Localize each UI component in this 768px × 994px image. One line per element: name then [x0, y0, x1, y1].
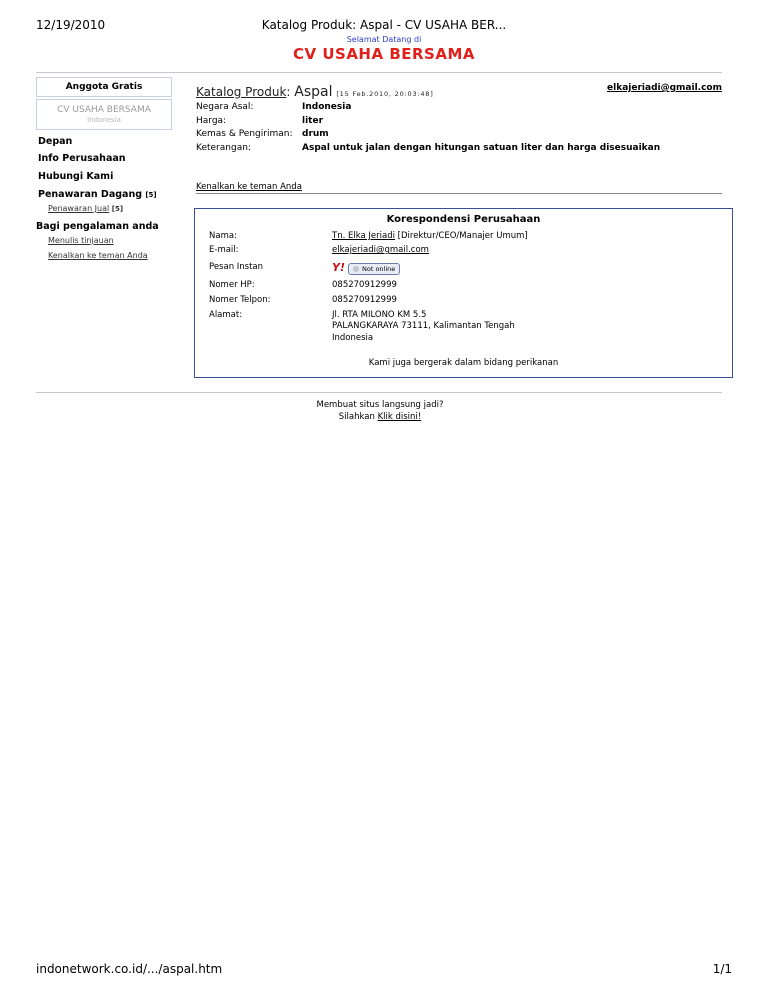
print-page-title: Katalog Produk: Aspal - CV USAHA BER... [261, 18, 507, 32]
yahoo-messenger-status[interactable] [332, 261, 400, 275]
im-label: Pesan Instan [209, 262, 264, 272]
member-type-badge: Anggota Gratis [36, 77, 172, 97]
catalog-link[interactable]: Katalog Produk [196, 85, 287, 99]
heading-separator: : [286, 85, 291, 99]
welcome-text: Selamat Datang di [346, 35, 422, 44]
contact-name [332, 231, 528, 241]
address-line-1: Jl. RTA MILONO KM 5.5 [332, 310, 427, 320]
im-status-badge [348, 263, 400, 275]
address-line-3: Indonesia [332, 333, 374, 343]
promo-link[interactable]: Klik disini! [377, 412, 422, 422]
recommend-link[interactable]: Kenalkan ke teman Anda [196, 182, 302, 192]
nav-trade-offers[interactable] [38, 189, 157, 200]
contact-email-link[interactable]: elkajeriadi@gmail.com [607, 83, 722, 93]
correspondence-title: Korespondensi Perusahaan [386, 214, 541, 225]
product-timestamp: [15 Feb.2010, 20:03:48] [336, 90, 434, 98]
nav-sell-offers[interactable] [48, 204, 123, 213]
field-label-price: Harga: [196, 116, 227, 126]
sidebar-company-country: Indonesia [87, 116, 121, 124]
contact-email-label: E-mail: [209, 245, 239, 255]
correspondence-note: Kami juga bergerak dalam bidang perikanan [368, 358, 559, 368]
phone-label: Nomer Telpon: [209, 295, 271, 305]
footer-divider [36, 392, 722, 393]
print-page-number: 1/1 [712, 962, 732, 976]
content-divider [196, 193, 722, 194]
nav-home[interactable]: Depan [38, 136, 73, 147]
field-label-description: Keterangan: [196, 143, 251, 153]
contact-name-link[interactable]: Tn. Elka Jeriadi [332, 231, 395, 241]
field-value-description: Aspal untuk jalan dengan hitungan satuan liter dan harga disesuaikan [302, 143, 661, 153]
contact-email-value: elkajeriadi@gmail.com [332, 245, 429, 255]
promo-line-1: Membuat situs langsung jadi? [316, 400, 444, 410]
hp-value: 085270912999 [332, 280, 397, 290]
product-heading [196, 84, 434, 100]
nav-contact[interactable]: Hubungi Kami [38, 171, 114, 182]
phone-value: 085270912999 [332, 295, 397, 305]
field-value-origin: Indonesia [302, 102, 352, 112]
contact-email[interactable] [332, 245, 429, 255]
print-date: 12/19/2010 [36, 18, 106, 32]
promo-prefix: Silahkan [338, 412, 375, 422]
nav-company-info[interactable]: Info Perusahaan [38, 153, 126, 164]
nav-write-review[interactable] [48, 236, 114, 245]
nav-recommend[interactable] [48, 251, 148, 260]
hp-label: Nomer HP: [209, 280, 255, 290]
nav-trade-offers-label: Penawaran Dagang [38, 189, 143, 200]
yahoo-icon: Y! [332, 261, 345, 274]
field-label-packing: Kemas & Pengiriman: [196, 129, 293, 139]
status-dot-icon [353, 266, 359, 272]
print-url: indonetwork.co.id/.../aspal.htm [36, 962, 223, 976]
nav-sell-offers-label: Penawaran Jual [48, 204, 110, 213]
field-label-origin: Negara Asal: [196, 102, 254, 112]
nav-write-review-label: Menulis tinjauan [48, 236, 114, 245]
header-divider [36, 72, 722, 73]
nav-recommend-label: Kenalkan ke teman Anda [48, 251, 148, 260]
nav-share-experience: Bagi pengalaman anda [36, 221, 159, 232]
product-name: Aspal [294, 84, 333, 100]
company-brand[interactable]: CV USAHA BERSAMA [293, 45, 475, 63]
address-line-2: PALANGKARAYA 73111, Kalimantan Tengah [332, 321, 515, 331]
field-value-packing: drum [302, 129, 329, 139]
address-label: Alamat: [209, 310, 243, 320]
field-value-price: liter [302, 116, 324, 126]
sidebar-company-name: CV USAHA BERSAMA [57, 105, 151, 115]
promo-line-2 [0, 412, 760, 422]
nav-trade-offers-count: [5] [145, 191, 157, 199]
sidebar-company-card [36, 99, 172, 130]
contact-role: [Direktur/CEO/Manajer Umum] [397, 231, 528, 241]
nav-sell-offers-count: [5] [111, 205, 124, 213]
contact-name-label: Nama: [209, 231, 237, 241]
im-status-text: Not online [361, 264, 396, 273]
